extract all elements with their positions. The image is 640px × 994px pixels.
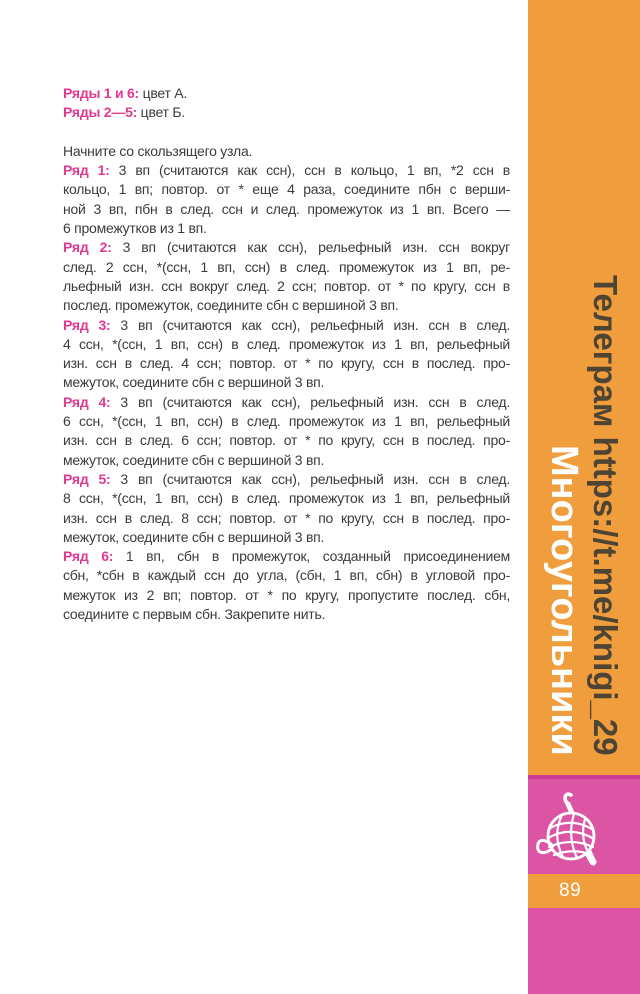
text-line: ной 3 вп, пбн в след. ссн и след. промежуток из 1 вп. Всего — (63, 200, 510, 217)
text-line: Ряд 6: 1 вп, сбн в промежуток, созданный присоединением (63, 548, 511, 565)
text-line: Ряд 5: 3 вп (считаются как ссн), рельефный изн. ссн в след. (63, 470, 510, 487)
instruction-paragraph (63, 316, 510, 393)
color-key-label: Ряды 2—5: (63, 104, 138, 121)
color-key-line: Ряды 1 и 6: цвет А. (63, 85, 187, 101)
sidebar-pink-panel (528, 775, 640, 994)
text-line: кольцо, 1 вп; повтор. от * еще 4 раза, соедините пбн с верши- (63, 181, 510, 198)
instruction-paragraph (63, 238, 510, 315)
spine-vertical-text (541, 0, 623, 756)
row-label: Ряд 6: (63, 548, 114, 565)
text-line: изн. ссн в след. 4 ссн; повтор. от * по кругу, ссн в послед. про- (63, 355, 510, 372)
text-line: льефный изн. ссн вокруг след. 2 ссн; повтор. от * по кругу, ссн в (63, 277, 510, 294)
color-key (63, 84, 510, 123)
page-number: 89 (559, 880, 582, 901)
text-line: межуток, соедините сбн с вершиной 3 вп. (63, 374, 325, 391)
text-line: соедините с первым сбн. Закрепите нить. (63, 606, 326, 623)
color-key-line: Ряды 2—5: цвет Б. (63, 104, 185, 121)
color-key-label: Ряды 1 и 6: (63, 85, 139, 101)
pattern-text-column (63, 84, 510, 624)
row-label: Ряд 4: (63, 393, 111, 410)
text-line: межуток из 2 вп; повтор. от * по кругу, пропустите послед. сбн, (63, 586, 510, 603)
text-line: межуток, соедините сбн с вершиной 3 вп. (63, 451, 325, 468)
text-line: изн. ссн в след. 6 ссн; повтор. от * по кругу, ссн в послед. про- (63, 432, 510, 449)
start-note: Начните со скользящего узла. (63, 142, 253, 159)
text-line: 4 ссн, *(ссн, 1 вп, ссн) в след. промежуток из 1 вп, рельефный (63, 335, 510, 352)
instruction-paragraph (63, 161, 510, 238)
yarn-ball-icon (535, 792, 601, 866)
text-line: Ряд 1: 3 вп (считаются как ссн), ссн в кольцо, 1 вп, *2 ссн в (63, 162, 510, 179)
text-line: 6 промежутков из 1 вп. (63, 220, 207, 237)
row-label: Ряд 2: (63, 239, 112, 256)
row-label: Ряд 5: (63, 470, 111, 487)
sidebar (528, 0, 640, 994)
chapter-title: Многоугольники (543, 445, 585, 756)
sidebar-orange-panel (528, 0, 640, 775)
instruction-paragraph (63, 470, 510, 547)
text-line: 8 ссн, *(ссн, 1 вп, ссн) в след. промежуток из 1 вп, рельефный (63, 490, 510, 507)
row-label: Ряд 3: (63, 316, 111, 333)
page-number-band (528, 874, 640, 908)
row-label: Ряд 1: (63, 162, 110, 179)
text-line: послед. промежуток, соедините сбн с вершиной 3 вп. (63, 297, 399, 314)
text-line: сбн, *сбн в каждый ссн до угла, (сбн, 1 вп, сбн) в угловой про- (63, 567, 510, 584)
text-line: 6 ссн, *(ссн, 1 вп, ссн) в след. промежуток из 1 вп, рельефный (63, 413, 510, 430)
instruction-list (63, 161, 510, 624)
text-line: изн. ссн в след. 8 ссн; повтор. от * по кругу, ссн в послед. про- (63, 509, 510, 526)
text-line: след. 2 ссн, *(ссн, 1 вп, ссн) в след. промежуток из 1 вп, ре- (63, 258, 510, 275)
instruction-paragraph (63, 547, 510, 624)
text-line: межуток, соедините сбн с вершиной 3 вп. (63, 528, 325, 545)
instruction-paragraph (63, 393, 510, 470)
text-line: Ряд 2: 3 вп (считаются как ссн), рельефный изн. ссн вокруг (63, 239, 510, 256)
text-line: Ряд 4: 3 вп (считаются как ссн), рельефный изн. ссн в след. (63, 393, 510, 410)
text-line: Ряд 3: 3 вп (считаются как ссн), рельефный изн. ссн в след. (63, 316, 510, 333)
telegram-channel-text: Телеграм https://t.me/knigi_29 (587, 275, 624, 756)
